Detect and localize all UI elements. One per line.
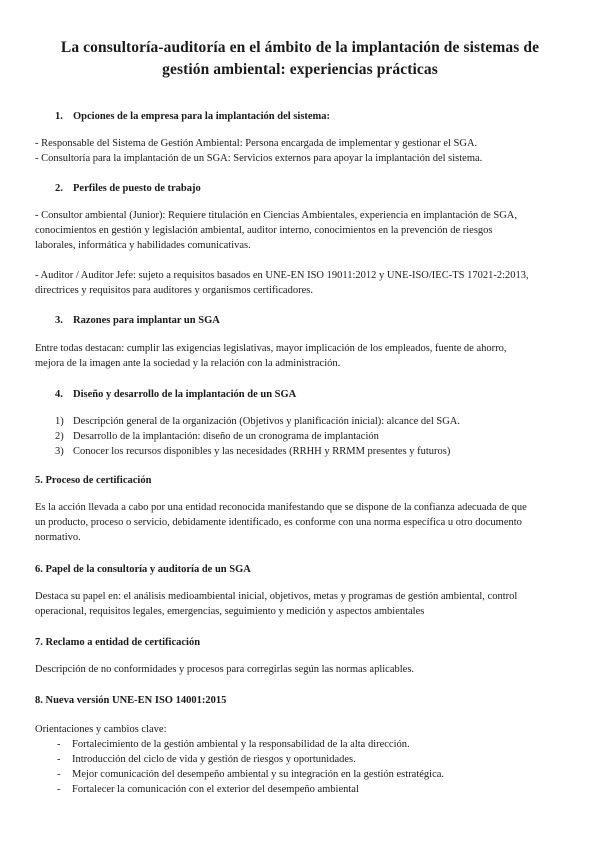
section-4-heading <box>55 388 296 401</box>
list-item-text: Fortalecer la comunicación con el exterior del desempeño ambiental <box>72 784 359 795</box>
section-number: 3. <box>55 315 63 326</box>
section-number: 2. <box>55 183 63 194</box>
text-line: Descripción de no conformidades y procesos para corregirlas según las normas aplicables. <box>35 664 415 675</box>
list-item-text: Introducción del ciclo de vida y gestión de riesgos y oportunidades. <box>72 754 356 765</box>
title-line: gestión ambiental: experiencias prácticas <box>162 61 438 78</box>
title-line: La consultoría-auditoría en el ámbito de la implantación de sistemas de <box>60 39 540 56</box>
section-8-intro: Orientaciones y cambios clave: <box>35 724 167 735</box>
list-item <box>57 782 444 797</box>
section-6-body <box>35 589 517 619</box>
list-item-text: Desarrollo de la implantación: diseño de un cronograma de implantación <box>73 431 379 442</box>
text-line: Entre todas destacan: cumplir las exigencias legislativas, mayor implicación de los empleados, fuente de ahorro, <box>35 343 507 354</box>
section-2-paragraph-1 <box>35 208 517 253</box>
section-1-body <box>35 136 482 166</box>
text-line: - Auditor / Auditor Jefe: sujeto a requisitos basados en UNE-EN ISO 19011:2012 y UNE-ISO/IEC-TS 17021-2:2013, <box>35 270 529 281</box>
section-6-heading: 6. Papel de la consultoría y auditoría de un SGA <box>35 564 251 575</box>
text-line: operacional, requisitos legales, emergencias, seguimiento y medición y aspectos ambientales <box>35 606 425 617</box>
text-line: un producto, proceso o servicio, debidamente identificado, es conforme con una norma específica u otro documento <box>35 517 522 528</box>
section-number: 1. <box>55 111 63 122</box>
text-line: - Consultor ambiental (Junior): Requiere titulación en Ciencias Ambientales, experiencia en implantación de SGA, <box>35 210 517 221</box>
section-7-body <box>35 662 414 677</box>
list-marker: - <box>57 769 61 780</box>
text-line: conocimientos en gestión y legislación ambiental, auditor interno, conocimientos en la prevención de riesgos <box>35 225 493 236</box>
section-3-body <box>35 341 506 371</box>
list-marker: 3) <box>55 446 64 457</box>
list-item <box>57 752 444 767</box>
section-heading-text: Perfiles de puesto de trabajo <box>73 183 201 194</box>
text-line: Es la acción llevada a cabo por una entidad reconocida manifestando que se dispone de la confianza adecuada de que <box>35 502 527 513</box>
section-2-paragraph-2 <box>35 268 529 298</box>
list-marker: 1) <box>55 416 64 427</box>
section-3-heading <box>55 314 220 327</box>
section-heading-text: Diseño y desarrollo de la implantación de un SGA <box>73 389 297 400</box>
document-title <box>40 37 560 81</box>
text-line: laborales, informática y habilidades comunicativas. <box>35 240 251 251</box>
list-marker: - <box>57 754 61 765</box>
text-line: normativo. <box>35 532 81 543</box>
section-4-list <box>55 414 460 459</box>
section-7-heading: 7. Reclamo a entidad de certificación <box>35 637 201 648</box>
section-5-heading: 5. Proceso de certificación <box>35 475 152 486</box>
text-line: - Responsable del Sistema de Gestión Ambiental: Persona encargada de implementar y gestionar el SGA. <box>35 138 478 149</box>
list-item <box>55 414 460 429</box>
list-marker: 2) <box>55 431 64 442</box>
section-8-heading: 8. Nueva versión UNE-EN ISO 14001:2015 <box>35 695 227 706</box>
list-item-text: Fortalecimiento de la gestión ambiental y la responsabilidad de la alta dirección. <box>72 739 410 750</box>
list-item-text: Conocer los recursos disponibles y las necesidades (RRHH y RRMM presentes y futuros) <box>73 446 451 457</box>
list-marker: - <box>57 784 61 795</box>
list-item <box>57 767 444 782</box>
list-item <box>55 429 460 444</box>
section-8-list <box>57 737 444 797</box>
text-line: directrices y requisitos para auditores y organismos certificadores. <box>35 285 313 296</box>
section-number: 4. <box>55 389 63 400</box>
text-line: mejora de la imagen ante la sociedad y la relación con la administración. <box>35 358 341 369</box>
section-heading-text: Razones para implantar un SGA <box>73 315 220 326</box>
list-item-text: Mejor comunicación del desempeño ambiental y su integración en la gestión estratégica. <box>72 769 445 780</box>
section-5-body <box>35 500 527 545</box>
section-1-heading <box>55 110 330 123</box>
list-item-text: Descripción general de la organización (Objetivos y planificación inicial): alcance del SGA. <box>73 416 460 427</box>
list-item <box>57 737 444 752</box>
text-line: Destaca su papel en: el análisis medioambiental inicial, objetivos, metas y programas de gestión ambiental, control <box>35 591 518 602</box>
list-item <box>55 444 460 459</box>
text-line: - Consultoría para la implantación de un SGA: Servicios externos para apoyar la implantación del sistema. <box>35 153 483 164</box>
list-marker: - <box>57 739 61 750</box>
section-2-heading <box>55 182 201 195</box>
section-heading-text: Opciones de la empresa para la implantación del sistema: <box>73 111 331 122</box>
